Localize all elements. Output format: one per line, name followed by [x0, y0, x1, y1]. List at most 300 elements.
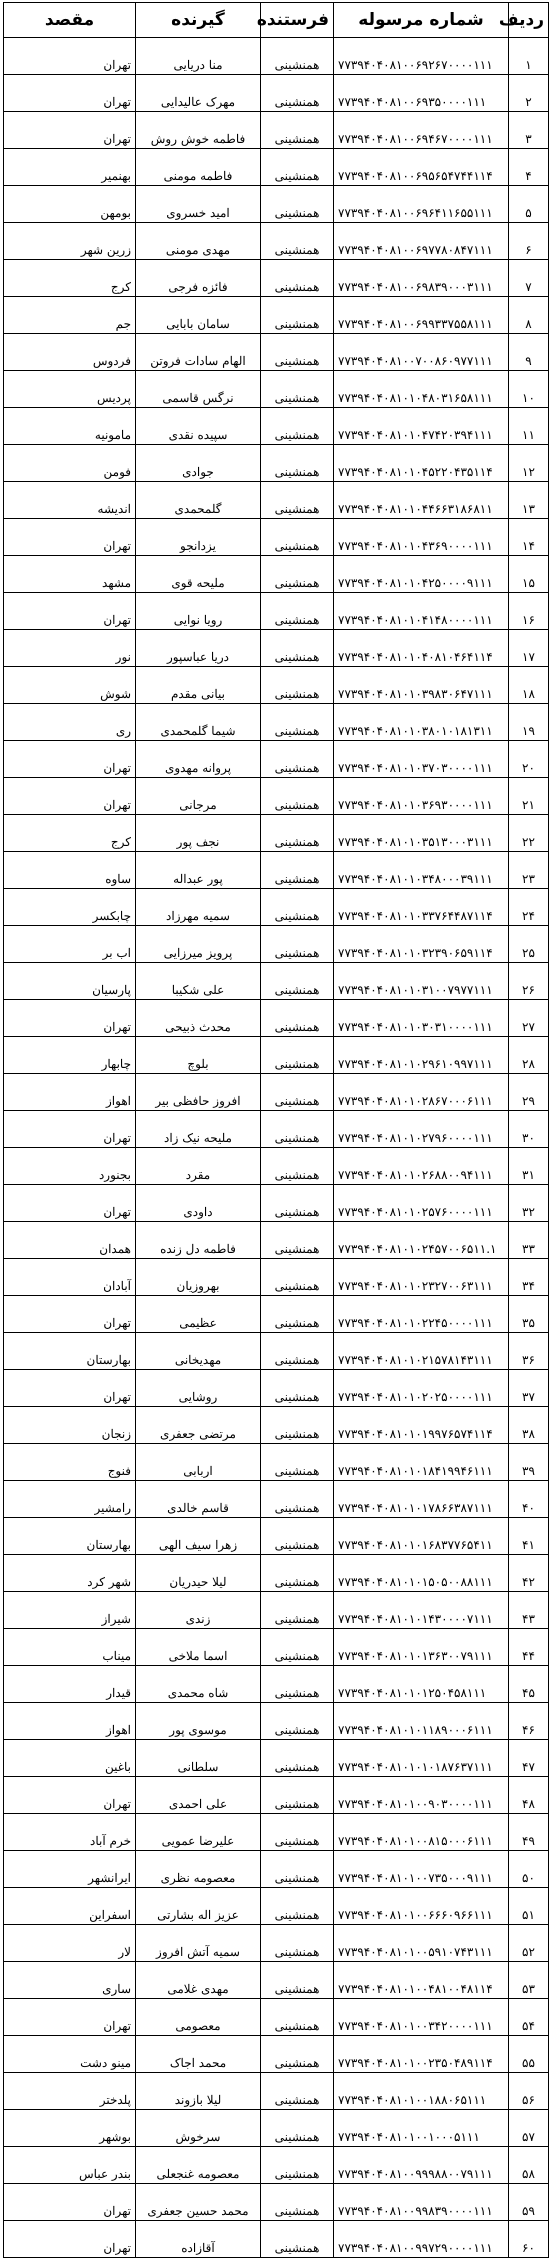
- row-number-cell: ۵۴: [509, 1999, 549, 2036]
- destination-cell: تهران: [4, 519, 136, 556]
- recipient-cell: علی شکیبا: [136, 963, 261, 1000]
- row-number-cell: ۳۳: [509, 1222, 549, 1259]
- table-row: [4, 38, 549, 75]
- destination-cell: جم: [4, 297, 136, 334]
- shipment-number-cell: ۷۷۳۹۴۰۴۰۸۱۰۱۰۳۳۷۶۴۴۸۷۱۱۴: [334, 889, 509, 926]
- table-row: [4, 1999, 549, 2036]
- row-number-cell: ۴: [509, 149, 549, 186]
- table-row: [4, 1703, 549, 1740]
- shipment-number-cell: ۷۷۳۹۴۰۴۰۸۱۰۱۰۰۹۰۳۰۰۰۰۱۱۱: [334, 1777, 509, 1814]
- table-row: [4, 482, 549, 519]
- recipient-cell: مقرد: [136, 1148, 261, 1185]
- recipient-cell: الهام سادات فروتن: [136, 334, 261, 371]
- recipient-cell: معصومه نظری: [136, 1851, 261, 1888]
- sender-cell: همنشینی: [261, 297, 334, 334]
- recipient-cell: سلطانی: [136, 1740, 261, 1777]
- sender-cell: همنشینی: [261, 223, 334, 260]
- destination-cell: بومهن: [4, 186, 136, 223]
- sender-cell: همنشینی: [261, 1888, 334, 1925]
- table-row: [4, 1370, 549, 1407]
- sender-cell: همنشینی: [261, 704, 334, 741]
- recipient-cell: علی احمدی: [136, 1777, 261, 1814]
- shipment-number-cell: ۷۷۳۹۴۰۴۰۸۱۰۰۶۹۸۳۹۰۰۰۳۱۱۱: [334, 260, 509, 297]
- sender-cell: همنشینی: [261, 371, 334, 408]
- shipments-table: [3, 2, 549, 2258]
- table-row: [4, 778, 549, 815]
- row-number-cell: ۳۵: [509, 1296, 549, 1333]
- shipment-number-cell: ۷۷۳۹۴۰۴۰۸۱۰۰۶۹۲۶۷۰۰۰۰۱۱۱: [334, 38, 509, 75]
- row-number-cell: ۷: [509, 260, 549, 297]
- destination-cell: تهران: [4, 1000, 136, 1037]
- row-number-cell: ۵۶: [509, 2073, 549, 2110]
- recipient-cell: زهرا سیف الهی: [136, 1518, 261, 1555]
- sender-cell: همنشینی: [261, 1629, 334, 1666]
- recipient-cell: سمیه آتش افروز: [136, 1925, 261, 1962]
- shipment-number-cell: ۷۷۳۹۴۰۴۰۸۱۰۱۰۰۱۰۰۰۵۱۱۱: [334, 2110, 509, 2147]
- table-row: [4, 75, 549, 112]
- row-number-cell: ۵۷: [509, 2110, 549, 2147]
- recipient-cell: روشایی: [136, 1370, 261, 1407]
- destination-cell: فومن: [4, 445, 136, 482]
- sender-cell: همنشینی: [261, 1481, 334, 1518]
- recipient-cell: فاطمه مومنی: [136, 149, 261, 186]
- row-number-cell: ۴۷: [509, 1740, 549, 1777]
- sender-cell: همنشینی: [261, 1407, 334, 1444]
- destination-cell: بوشهر: [4, 2110, 136, 2147]
- destination-cell: آبادان: [4, 1259, 136, 1296]
- row-number-cell: ۱۱: [509, 408, 549, 445]
- destination-cell: بهارستان: [4, 1333, 136, 1370]
- shipment-number-cell: ۷۷۳۹۴۰۴۰۸۱۰۱۰۱۰۱۸۷۶۳۷۱۱۱: [334, 1740, 509, 1777]
- table-row: [4, 1925, 549, 1962]
- shipment-number-cell: ۷۷۳۹۴۰۴۰۸۱۰۱۰۲۸۶۷۰۰۰۶۱۱۱: [334, 1074, 509, 1111]
- sender-cell: همنشینی: [261, 2221, 334, 2258]
- shipment-number-cell: ۷۷۳۹۴۰۴۰۸۱۰۱۰۳۵۱۳۰۰۰۳۱۱۱: [334, 815, 509, 852]
- table-row: [4, 1481, 549, 1518]
- recipient-cell: مهدی غلامی: [136, 1962, 261, 1999]
- destination-cell: تهران: [4, 2184, 136, 2221]
- destination-cell: کرج: [4, 260, 136, 297]
- recipient-cell: امید خسروی: [136, 186, 261, 223]
- recipient-cell: بهروزیان: [136, 1259, 261, 1296]
- shipment-number-cell: ۷۷۳۹۴۰۴۰۸۱۰۱۰۳۱۰۰۷۹۷۷۱۱۱: [334, 963, 509, 1000]
- recipient-cell: نرگس قاسمی: [136, 371, 261, 408]
- shipment-number-cell: ۷۷۳۹۴۰۴۰۸۱۰۱۰۳۰۳۱۰۰۰۰۱۱۱: [334, 1000, 509, 1037]
- recipient-cell: عظیمی: [136, 1296, 261, 1333]
- row-number-cell: ۹: [509, 334, 549, 371]
- destination-cell: شهر کرد: [4, 1555, 136, 1592]
- recipient-cell: لیلا حیدریان: [136, 1555, 261, 1592]
- destination-cell: تهران: [4, 75, 136, 112]
- table-row: [4, 889, 549, 926]
- destination-cell: تهران: [4, 38, 136, 75]
- recipient-cell: جوادی: [136, 445, 261, 482]
- shipment-number-cell: ۷۷۳۹۴۰۴۰۸۱۰۱۰۰۳۴۲۰۰۰۰۱۱۱: [334, 1999, 509, 2036]
- shipment-number-cell: ۷۷۳۹۴۰۴۰۸۱۰۱۰۲۵۷۶۰۰۰۰۱۱۱: [334, 1185, 509, 1222]
- recipient-cell: محدث ذبیحی: [136, 1000, 261, 1037]
- destination-cell: بندر عباس: [4, 2147, 136, 2184]
- recipient-cell: پروانه مهدوی: [136, 741, 261, 778]
- recipient-cell: داودی: [136, 1185, 261, 1222]
- destination-cell: تهران: [4, 593, 136, 630]
- table-row: [4, 1518, 549, 1555]
- sender-cell: همنشینی: [261, 741, 334, 778]
- recipient-cell: ملیحه قوی: [136, 556, 261, 593]
- sender-cell: همنشینی: [261, 1370, 334, 1407]
- table-row: [4, 1148, 549, 1185]
- destination-cell: اهواز: [4, 1703, 136, 1740]
- table-row: [4, 630, 549, 667]
- recipient-cell: مرتضی جعفری: [136, 1407, 261, 1444]
- recipient-cell: مرجانی: [136, 778, 261, 815]
- row-number-cell: ۴۶: [509, 1703, 549, 1740]
- row-number-cell: ۲۲: [509, 815, 549, 852]
- table-row: [4, 260, 549, 297]
- table-row: [4, 1185, 549, 1222]
- row-number-cell: ۱۳: [509, 482, 549, 519]
- shipment-number-cell: ۷۷۳۹۴۰۴۰۸۱۰۱۰۱۷۸۶۶۳۸۷۱۱۱: [334, 1481, 509, 1518]
- sender-cell: همنشینی: [261, 112, 334, 149]
- table-row: [4, 1000, 549, 1037]
- sender-cell: همنشینی: [261, 1111, 334, 1148]
- table-row: [4, 2036, 549, 2073]
- shipment-number-cell: ۷۷۳۹۴۰۴۰۸۱۰۱۰۰۲۳۵۰۴۸۹۱۱۴: [334, 2036, 509, 2073]
- sender-cell: همنشینی: [261, 408, 334, 445]
- destination-cell: تهران: [4, 1999, 136, 2036]
- sender-cell: همنشینی: [261, 482, 334, 519]
- recipient-cell: مهدی مومنی: [136, 223, 261, 260]
- table-row: [4, 2184, 549, 2221]
- destination-cell: لار: [4, 1925, 136, 1962]
- shipment-number-cell: ۷۷۳۹۴۰۴۰۸۱۰۱۰۳۲۳۹۰۶۵۹۱۱۴: [334, 926, 509, 963]
- shipment-number-cell: ۷۷۳۹۴۰۴۰۸۱۰۰۶۹۵۶۵۴۷۴۴۱۱۴: [334, 149, 509, 186]
- table-row: [4, 1111, 549, 1148]
- recipient-cell: معصومی: [136, 1999, 261, 2036]
- sender-cell: همنشینی: [261, 519, 334, 556]
- recipient-cell: بلوچ: [136, 1037, 261, 1074]
- shipment-number-cell: ۷۷۳۹۴۰۴۰۸۱۰۰۶۹۶۴۱۱۶۵۵۱۱۱: [334, 186, 509, 223]
- table-row: [4, 1259, 549, 1296]
- shipment-number-cell: ۷۷۳۹۴۰۴۰۸۱۰۱۰۰۶۶۶۰۹۶۶۱۱۱: [334, 1888, 509, 1925]
- row-number-cell: ۲۹: [509, 1074, 549, 1111]
- shipment-number-cell: ۷۷۳۹۴۰۴۰۸۱۰۰۹۹۹۸۸۰۰۷۹۱۱۱: [334, 2147, 509, 2184]
- row-number-cell: ۲۷: [509, 1000, 549, 1037]
- sender-cell: همنشینی: [261, 2110, 334, 2147]
- table-row: [4, 1888, 549, 1925]
- table-row: [4, 408, 549, 445]
- row-number-cell: ۳۷: [509, 1370, 549, 1407]
- recipient-cell: مهرک عالیدایی: [136, 75, 261, 112]
- shipment-number-cell: ۷۷۳۹۴۰۴۰۸۱۰۱۰۱۱۸۹۰۰۰۶۱۱۱: [334, 1703, 509, 1740]
- destination-cell: اندیشه: [4, 482, 136, 519]
- header-sender: فرستنده: [261, 3, 334, 38]
- destination-cell: مشهد: [4, 556, 136, 593]
- table-row: [4, 1592, 549, 1629]
- destination-cell: رامشیر: [4, 1481, 136, 1518]
- row-number-cell: ۴۱: [509, 1518, 549, 1555]
- row-number-cell: ۱۴: [509, 519, 549, 556]
- sender-cell: همنشینی: [261, 963, 334, 1000]
- row-number-cell: ۳۶: [509, 1333, 549, 1370]
- shipment-number-cell: ۷۷۳۹۴۰۴۰۸۱۰۱۰۲۲۴۵۰۰۰۰۱۱۱: [334, 1296, 509, 1333]
- destination-cell: بهارستان: [4, 1518, 136, 1555]
- table-row: [4, 1962, 549, 1999]
- destination-cell: تهران: [4, 1185, 136, 1222]
- shipment-number-cell: ۷۷۳۹۴۰۴۰۸۱۰۱۰۰۷۳۵۰۰۰۹۱۱۱: [334, 1851, 509, 1888]
- header-recipient: گیرنده: [136, 3, 261, 38]
- destination-cell: ساوه: [4, 852, 136, 889]
- header-destination: مقصد: [4, 3, 136, 38]
- row-number-cell: ۱۵: [509, 556, 549, 593]
- shipment-number-cell: ۷۷۳۹۴۰۴۰۸۱۰۰۶۹۴۶۷۰۰۰۰۱۱۱: [334, 112, 509, 149]
- table-row: [4, 2221, 549, 2258]
- recipient-cell: شیما گلمحمدی: [136, 704, 261, 741]
- shipment-number-cell: ۷۷۳۹۴۰۴۰۸۱۰۱۰۲۴۵۷۰۰۶۵۱۱.۱: [334, 1222, 509, 1259]
- sender-cell: همنشینی: [261, 1259, 334, 1296]
- shipment-number-cell: ۷۷۳۹۴۰۴۰۸۱۰۱۰۲۳۲۷۰۰۶۳۱۱۱: [334, 1259, 509, 1296]
- row-number-cell: ۳۱: [509, 1148, 549, 1185]
- sender-cell: همنشینی: [261, 1592, 334, 1629]
- recipient-cell: بیانی مقدم: [136, 667, 261, 704]
- recipient-cell: نجف پور: [136, 815, 261, 852]
- table-row: [4, 149, 549, 186]
- row-number-cell: ۲: [509, 75, 549, 112]
- recipient-cell: لیلا بازوند: [136, 2073, 261, 2110]
- sender-cell: همنشینی: [261, 1666, 334, 1703]
- row-number-cell: ۳۹: [509, 1444, 549, 1481]
- table-row: [4, 852, 549, 889]
- row-number-cell: ۵۳: [509, 1962, 549, 1999]
- shipment-number-cell: ۷۷۳۹۴۰۴۰۸۱۰۱۰۴۴۶۶۳۱۸۶۸۱۱: [334, 482, 509, 519]
- destination-cell: فنوج: [4, 1444, 136, 1481]
- sender-cell: همنشینی: [261, 1222, 334, 1259]
- destination-cell: پلدختر: [4, 2073, 136, 2110]
- table-row: [4, 1296, 549, 1333]
- recipient-cell: گلمحمدی: [136, 482, 261, 519]
- row-number-cell: ۵۹: [509, 2184, 549, 2221]
- row-number-cell: ۱۶: [509, 593, 549, 630]
- destination-cell: اهواز: [4, 1074, 136, 1111]
- shipment-number-cell: ۷۷۳۹۴۰۴۰۸۱۰۰۶۹۳۵۰۰۰۰۱۱۱: [334, 75, 509, 112]
- shipment-number-cell: ۷۷۳۹۴۰۴۰۸۱۰۱۰۴۱۴۸۰۰۰۰۱۱۱: [334, 593, 509, 630]
- recipient-cell: سامان بابایی: [136, 297, 261, 334]
- destination-cell: چابکسر: [4, 889, 136, 926]
- sender-cell: همنشینی: [261, 260, 334, 297]
- recipient-cell: پور عبداله: [136, 852, 261, 889]
- sender-cell: همنشینی: [261, 2036, 334, 2073]
- shipment-number-cell: ۷۷۳۹۴۰۴۰۸۱۰۰۷۰۰۸۶۰۹۷۷۱۱۱: [334, 334, 509, 371]
- sender-cell: همنشینی: [261, 445, 334, 482]
- destination-cell: بهنمیر: [4, 149, 136, 186]
- row-number-cell: ۳۴: [509, 1259, 549, 1296]
- row-number-cell: ۲۸: [509, 1037, 549, 1074]
- sender-cell: همنشینی: [261, 667, 334, 704]
- recipient-cell: افروز حافظی بیر: [136, 1074, 261, 1111]
- shipment-number-cell: ۷۷۳۹۴۰۴۰۸۱۰۱۰۰۱۸۸۰۶۵۱۱۱: [334, 2073, 509, 2110]
- recipient-cell: اسما ملاخی: [136, 1629, 261, 1666]
- destination-cell: زنجان: [4, 1407, 136, 1444]
- table-row: [4, 1666, 549, 1703]
- destination-cell: ری: [4, 704, 136, 741]
- destination-cell: تهران: [4, 778, 136, 815]
- table-row: [4, 445, 549, 482]
- table-row: [4, 593, 549, 630]
- row-number-cell: ۴۳: [509, 1592, 549, 1629]
- header-row-number: ردیف: [509, 3, 549, 38]
- row-number-cell: ۵۰: [509, 1851, 549, 1888]
- shipment-number-cell: ۷۷۳۹۴۰۴۰۸۱۰۰۹۹۸۳۹۰۰۰۰۱۱۱: [334, 2184, 509, 2221]
- destination-cell: همدان: [4, 1222, 136, 1259]
- destination-cell: پردیس: [4, 371, 136, 408]
- sender-cell: همنشینی: [261, 75, 334, 112]
- destination-cell: شیراز: [4, 1592, 136, 1629]
- table-row: [4, 704, 549, 741]
- row-number-cell: ۳۲: [509, 1185, 549, 1222]
- recipient-cell: منا دریایی: [136, 38, 261, 75]
- shipment-number-cell: ۷۷۳۹۴۰۴۰۸۱۰۱۰۱۳۶۳۰۰۷۹۱۱۱: [334, 1629, 509, 1666]
- row-number-cell: ۱۸: [509, 667, 549, 704]
- row-number-cell: ۱۲: [509, 445, 549, 482]
- sender-cell: همنشینی: [261, 1296, 334, 1333]
- table-row: [4, 556, 549, 593]
- row-number-cell: ۵۸: [509, 2147, 549, 2184]
- destination-cell: باغین: [4, 1740, 136, 1777]
- sender-cell: همنشینی: [261, 149, 334, 186]
- sender-cell: همنشینی: [261, 1999, 334, 2036]
- sender-cell: همنشینی: [261, 1518, 334, 1555]
- destination-cell: زرین شهر: [4, 223, 136, 260]
- shipment-number-cell: ۷۷۳۹۴۰۴۰۸۱۰۱۰۲۷۹۶۰۰۰۰۱۱۱: [334, 1111, 509, 1148]
- row-number-cell: ۲۵: [509, 926, 549, 963]
- table-row: [4, 741, 549, 778]
- shipment-number-cell: ۷۷۳۹۴۰۴۰۸۱۰۰۶۹۹۳۳۷۵۵۸۱۱۱: [334, 297, 509, 334]
- sender-cell: همنشینی: [261, 778, 334, 815]
- shipment-number-cell: ۷۷۳۹۴۰۴۰۸۱۰۱۰۰۵۹۱۰۷۴۳۱۱۱: [334, 1925, 509, 1962]
- recipient-cell: علیرضا عمویی: [136, 1814, 261, 1851]
- row-number-cell: ۴۵: [509, 1666, 549, 1703]
- recipient-cell: ملیحه نیک زاد: [136, 1111, 261, 1148]
- row-number-cell: ۶: [509, 223, 549, 260]
- row-number-cell: ۵۱: [509, 1888, 549, 1925]
- recipient-cell: اربابی: [136, 1444, 261, 1481]
- table-row: [4, 519, 549, 556]
- sender-cell: همنشینی: [261, 1814, 334, 1851]
- shipment-number-cell: ۷۷۳۹۴۰۴۰۸۱۰۱۰۱۶۸۳۷۷۶۵۴۱۱: [334, 1518, 509, 1555]
- table-row: [4, 1740, 549, 1777]
- sender-cell: همنشینی: [261, 593, 334, 630]
- row-number-cell: ۴۴: [509, 1629, 549, 1666]
- recipient-cell: معصومه غنجعلی: [136, 2147, 261, 2184]
- shipment-number-cell: ۷۷۳۹۴۰۴۰۸۱۰۱۰۱۹۹۷۶۵۷۴۱۱۴: [334, 1407, 509, 1444]
- row-number-cell: ۴۹: [509, 1814, 549, 1851]
- recipient-cell: دریا عباسپور: [136, 630, 261, 667]
- shipment-number-cell: ۷۷۳۹۴۰۴۰۸۱۰۰۹۹۷۲۹۰۰۰۰۱۱۱: [334, 2221, 509, 2258]
- sender-cell: همنشینی: [261, 1037, 334, 1074]
- sender-cell: همنشینی: [261, 1925, 334, 1962]
- shipment-number-cell: ۷۷۳۹۴۰۴۰۸۱۰۱۰۱۵۰۵۰۰۸۸۱۱۱: [334, 1555, 509, 1592]
- shipment-number-cell: ۷۷۳۹۴۰۴۰۸۱۰۱۰۲۹۶۱۰۹۹۷۱۱۱: [334, 1037, 509, 1074]
- sender-cell: همنشینی: [261, 1851, 334, 1888]
- row-number-cell: ۳۸: [509, 1407, 549, 1444]
- destination-cell: ساری: [4, 1962, 136, 1999]
- sender-cell: همنشینی: [261, 334, 334, 371]
- destination-cell: چابهار: [4, 1037, 136, 1074]
- sender-cell: همنشینی: [261, 1000, 334, 1037]
- row-number-cell: ۵۲: [509, 1925, 549, 1962]
- sender-cell: همنشینی: [261, 1148, 334, 1185]
- sender-cell: همنشینی: [261, 1444, 334, 1481]
- table-row: [4, 334, 549, 371]
- recipient-cell: عزیز اله بشارتی: [136, 1888, 261, 1925]
- row-number-cell: ۲۳: [509, 852, 549, 889]
- row-number-cell: ۲۱: [509, 778, 549, 815]
- table-row: [4, 1814, 549, 1851]
- shipment-number-cell: ۷۷۳۹۴۰۴۰۸۱۰۱۰۴۸۰۳۱۶۵۸۱۱۱: [334, 371, 509, 408]
- table-row: [4, 112, 549, 149]
- table-row: [4, 1037, 549, 1074]
- row-number-cell: ۴۲: [509, 1555, 549, 1592]
- row-number-cell: ۲۰: [509, 741, 549, 778]
- table-row: [4, 2073, 549, 2110]
- header-row: [4, 3, 549, 38]
- shipment-number-cell: ۷۷۳۹۴۰۴۰۸۱۰۱۰۱۴۳۰۰۰۰۷۱۱۱: [334, 1592, 509, 1629]
- table-row: [4, 1444, 549, 1481]
- sender-cell: همنشینی: [261, 556, 334, 593]
- destination-cell: فردوس: [4, 334, 136, 371]
- row-number-cell: ۱۹: [509, 704, 549, 741]
- table-row: [4, 1555, 549, 1592]
- recipient-cell: آقازاده: [136, 2221, 261, 2258]
- shipment-number-cell: ۷۷۳۹۴۰۴۰۸۱۰۱۰۴۲۵۰۰۰۰۹۱۱۱: [334, 556, 509, 593]
- sender-cell: همنشینی: [261, 2184, 334, 2221]
- table-row: [4, 186, 549, 223]
- shipment-number-cell: ۷۷۳۹۴۰۴۰۸۱۰۰۶۹۷۷۸۰۸۴۷۱۱۱: [334, 223, 509, 260]
- shipment-number-cell: ۷۷۳۹۴۰۴۰۸۱۰۱۰۰۴۸۱۰۰۴۸۱۱۴: [334, 1962, 509, 1999]
- row-number-cell: ۱۰: [509, 371, 549, 408]
- sender-cell: همنشینی: [261, 852, 334, 889]
- row-number-cell: ۱: [509, 38, 549, 75]
- destination-cell: شوش: [4, 667, 136, 704]
- sender-cell: همنشینی: [261, 2147, 334, 2184]
- table-row: [4, 1777, 549, 1814]
- table-row: [4, 1333, 549, 1370]
- row-number-cell: ۳: [509, 112, 549, 149]
- destination-cell: تهران: [4, 1370, 136, 1407]
- shipment-number-cell: ۷۷۳۹۴۰۴۰۸۱۰۱۰۴۳۶۹۰۰۰۰۱۱۱: [334, 519, 509, 556]
- recipient-cell: فاطمه دل زنده: [136, 1222, 261, 1259]
- table-row: [4, 963, 549, 1000]
- row-number-cell: ۵: [509, 186, 549, 223]
- destination-cell: تهران: [4, 741, 136, 778]
- destination-cell: بجنورد: [4, 1148, 136, 1185]
- shipment-number-cell: ۷۷۳۹۴۰۴۰۸۱۰۱۰۴۵۲۲۰۴۳۵۱۱۴: [334, 445, 509, 482]
- table-row: [4, 1851, 549, 1888]
- shipment-number-cell: ۷۷۳۹۴۰۴۰۸۱۰۱۰۱۸۴۱۹۹۴۶۱۱۱: [334, 1444, 509, 1481]
- table-row: [4, 815, 549, 852]
- shipment-number-cell: ۷۷۳۹۴۰۴۰۸۱۰۱۰۳۴۸۰۰۰۳۹۱۱۱: [334, 852, 509, 889]
- recipient-cell: رویا نوایی: [136, 593, 261, 630]
- sender-cell: همنشینی: [261, 1962, 334, 1999]
- destination-cell: تهران: [4, 2221, 136, 2258]
- table-row: [4, 667, 549, 704]
- recipient-cell: شاه محمدی: [136, 1666, 261, 1703]
- sender-cell: همنشینی: [261, 38, 334, 75]
- sender-cell: همنشینی: [261, 926, 334, 963]
- recipient-cell: محمد اجاک: [136, 2036, 261, 2073]
- sender-cell: همنشینی: [261, 1740, 334, 1777]
- table-row: [4, 1407, 549, 1444]
- destination-cell: تهران: [4, 112, 136, 149]
